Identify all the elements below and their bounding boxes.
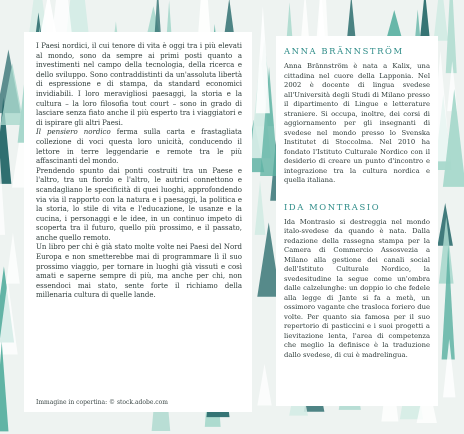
- tree-shape: [0, 342, 8, 432]
- author-1-bio: Anna Brännström è nata a Kalix, una cittadina nel cuore della Lapponia. Nel 2002 è docente di lingua svedese all'Università degli Studi di Milano presso il dipartimento di Lingue e letterature straniere. Si occupa, inoltre, dei corsi di aggiornamento per gli insegnanti di svedese nel mondo presso lo Svenska Institutet di Stoccolma. Nel 2010 ha fondato l'Istituto Culturale Nordico con il desiderio di creare un punto d'incontro e integrazione tra la cultura nordica e quella italiana.: [284, 62, 430, 184]
- tree-shape: [257, 364, 271, 406]
- book-title-mention: Il pensiero nordico: [36, 128, 111, 137]
- synopsis-paragraph-1: I Paesi nordici, il cui tenore di vita è oggi tra i più elevati al mondo, sono da sempre ai primi posti quanto a investimenti nel campo della tecnologia, della ricerca e dello sviluppo. Sono contraddistinti da un'assoluta libertà di espressione e di stampa, da standard economici invidiabili. I loro meravigliosi paesaggi, la storia e la cultura – la loro filosofia tout court – sono in grado di lasciare senza fiato anche il più esperto tra i viaggiatori e di ispirare gli altri Paesi.: [36, 42, 242, 127]
- author-1-name: ANNA BRÄNNSTRÖM: [284, 46, 404, 56]
- synopsis-panel: [24, 32, 252, 412]
- tree-shape: [256, 6, 270, 113]
- synopsis-paragraph-4: Un libro per chi è già stato molte volte nei Paesi del Nord Europa e non smetterebbe mai di programmare lì il suo prossimo viaggio, per tornare in luoghi già vissuti e così amati e saperne sempre di più, ma anche per chi, non essendoci mai stato, sente forte il richiamo della millenaria cultura di quelle lande.: [36, 243, 242, 300]
- tree-shape: [6, 233, 20, 284]
- synopsis-paragraph-2: Il pensiero nordico ferma sulla carta e frastagliata collezione di voci questa loro unicità, conducendo il lettore in terre leggendarie e remote tra le più affascinanti del mondo.: [36, 128, 242, 166]
- author-2-name: IDA MONTRASIO: [284, 201, 381, 212]
- authors-panel: [276, 36, 438, 406]
- tree-shape: [434, 0, 448, 41]
- author-2-bio: Ida Montrasio si destreggia nel mondo italo-svedese da quando è nata. Dalla redazione della rassegna stampa per la Camera di Commercio Assosvezia a Milano alla gestione dei canali social dell'Istituto Culturale Nordico, la svedesitudine la segue come un'ombra dalle calzelunghe: un doppio io che fedele alla legge di Jante si fa a metà, un ossimoro vagante che trasloca foriero due volte. Per quanto sia famosa per il suo repertorio di pasticcini e i suoi progetti a lievitazione lenta, l'area di competenza che meglio la definisce è la traduzione dallo svedese, di cui è madrelingua.: [284, 217, 430, 359]
- synopsis-paragraph-3: Prendendo spunto dai ponti costruiti tra un Paese e l'altro, tra un fiordo e l'altro, le autrici connettono e scandagliano le specificità di quei luoghi, approfondendo via via il rapporto con la natura e i paesaggi, la politica e la storia, lo stile di vita e l'educazione, le usanze e la cucina, i personaggi e le idee, in un continuo impeto di scoperta tra il futuro, quello più prossimo, e il passato, anche quello remoto.: [36, 166, 242, 242]
- tree-shape: [255, 181, 266, 235]
- cover-image-credit: Immagine in copertina: © stock.adobe.com: [36, 399, 168, 406]
